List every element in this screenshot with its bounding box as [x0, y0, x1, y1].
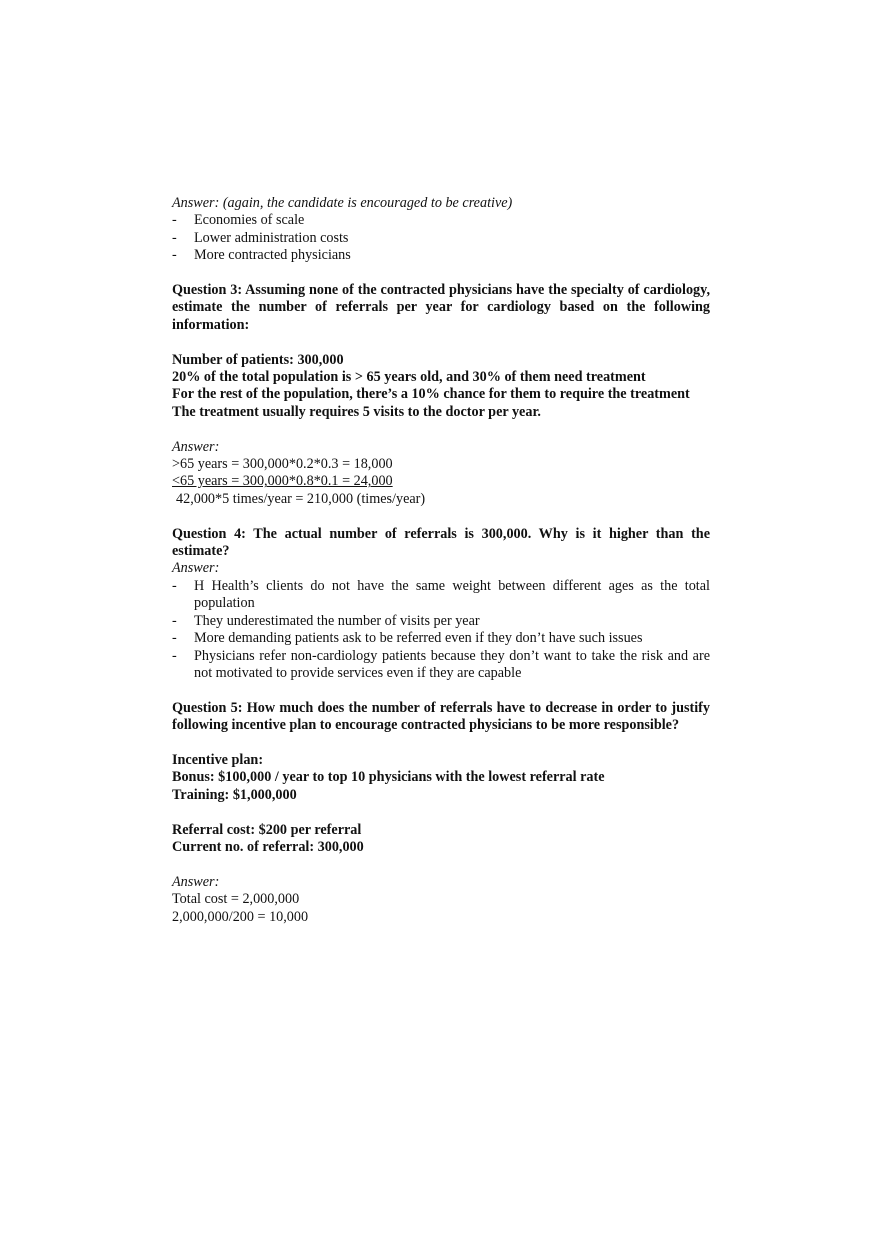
- question-3-calc-line: <65 years = 300,000*0.8*0.1 = 24,000: [172, 473, 393, 490]
- question-3-calc-line: >65 years = 300,000*0.2*0.3 = 18,000: [172, 456, 393, 473]
- list-item: - More demanding patients ask to be referred even if they don’t have such issues: [172, 630, 710, 647]
- answer-4-list: [172, 578, 710, 682]
- question-5-plan-line: Bonus: $100,000 / year to top 10 physicians with the lowest referral rate: [172, 769, 605, 786]
- question-5-cost-line: Current no. of referral: 300,000: [172, 838, 364, 855]
- question-3-answer-label: Answer:: [172, 438, 220, 455]
- list-item: - They underestimated the number of visits per year: [172, 613, 710, 630]
- list-item: - Physicians refer non-cardiology patients because they don’t want to take the risk and are not motivated to provide services even if they are capable: [172, 648, 710, 683]
- question-5-text: Question 5: How much does the number of referrals have to decrease in order to justify following incentive plan to encourage contracted physicians to be more responsible?: [172, 699, 710, 734]
- list-item: - H Health’s clients do not have the same weight between different ages as the total population: [172, 578, 710, 613]
- question-4-text: Question 4: The actual number of referrals is 300,000. Why is it higher than the estimate?: [172, 525, 710, 560]
- question-4-answer-label: Answer:: [172, 560, 220, 577]
- question-3-text: Question 3: Assuming none of the contracted physicians have the specialty of cardiology, estimate the number of referrals per year for cardiology based on the following information:: [172, 282, 710, 333]
- answer-2-list: [172, 212, 710, 264]
- list-item: - Economies of scale: [172, 212, 710, 229]
- question-3-info-line: The treatment usually requires 5 visits to the doctor per year.: [172, 403, 541, 420]
- question-5-cost-line: Referral cost: $200 per referral: [172, 821, 362, 838]
- document-page: [172, 195, 710, 926]
- list-item: - More contracted physicians: [172, 247, 710, 264]
- answer-2-heading: Answer: (again, the candidate is encouraged to be creative): [172, 195, 513, 211]
- question-3-info-line: 20% of the total population is > 65 years old, and 30% of them need treatment: [172, 369, 646, 386]
- question-5-plan-line: Training: $1,000,000: [172, 786, 297, 803]
- list-item: - Lower administration costs: [172, 230, 710, 247]
- question-3-info-line: Number of patients: 300,000: [172, 351, 344, 368]
- question-3-calc-line: 42,000*5 times/year = 210,000 (times/year): [176, 490, 426, 507]
- question-5-answer-label: Answer:: [172, 873, 220, 890]
- question-3-info-line: For the rest of the population, there’s a 10% chance for them to require the treatment: [172, 386, 690, 403]
- question-5-calc-line: Total cost = 2,000,000: [172, 891, 300, 908]
- question-5-plan-line: Incentive plan:: [172, 751, 264, 768]
- question-5-calc-line: 2,000,000/200 = 10,000: [172, 908, 309, 925]
